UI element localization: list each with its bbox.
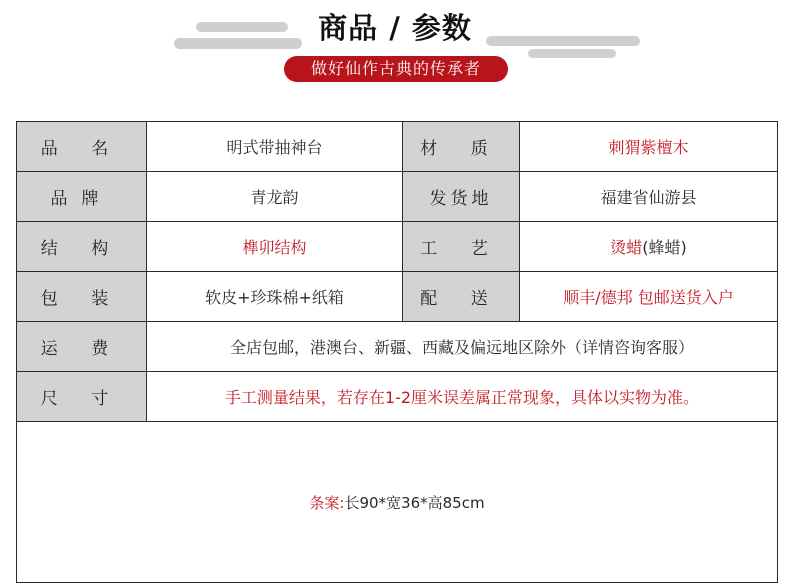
origin-label: 发货地 bbox=[402, 172, 519, 221]
dimensions-value: 长90*宽36*高85cm bbox=[344, 493, 485, 512]
table-row-structure bbox=[17, 222, 777, 272]
freight-label: 运 费 bbox=[17, 322, 146, 371]
material-value: 刺猬紫檀木 bbox=[519, 122, 777, 171]
name-value: 明式带抽神台 bbox=[146, 122, 402, 171]
table-row-name bbox=[17, 122, 777, 172]
material-label: 材 质 bbox=[402, 122, 519, 171]
table-row-brand bbox=[17, 172, 777, 222]
package-value: 软皮+珍珠棉+纸箱 bbox=[146, 272, 402, 321]
craft-label: 工 艺 bbox=[402, 222, 519, 271]
delivery-label: 配 送 bbox=[402, 272, 519, 321]
header bbox=[0, 0, 790, 110]
brand-value: 青龙韵 bbox=[146, 172, 402, 221]
size-label: 尺 寸 bbox=[17, 372, 146, 421]
structure-label: 结 构 bbox=[17, 222, 146, 271]
structure-value: 榫卯结构 bbox=[146, 222, 402, 271]
subtitle-ribbon: 做好仙作古典的传承者 bbox=[284, 56, 508, 82]
craft-value bbox=[519, 222, 777, 271]
spec-table bbox=[16, 121, 778, 583]
brand-label: 品牌 bbox=[17, 172, 146, 221]
size-value: 手工测量结果，若存在1-2厘米误差属正常现象，具体以实物为准。 bbox=[146, 372, 777, 421]
origin-value: 福建省仙游县 bbox=[519, 172, 777, 221]
dimensions-label: 条案: bbox=[309, 493, 345, 512]
craft-value-main: 烫蜡 bbox=[610, 238, 643, 257]
name-label: 品 名 bbox=[17, 122, 146, 171]
decorative-stroke-right-bottom bbox=[528, 49, 616, 58]
package-label: 包 装 bbox=[17, 272, 146, 321]
table-row-freight bbox=[17, 322, 777, 372]
table-row-size bbox=[17, 372, 777, 422]
dimensions-panel bbox=[17, 422, 777, 582]
table-row-package bbox=[17, 272, 777, 322]
delivery-value: 顺丰/德邦 包邮送货入户 bbox=[519, 272, 777, 321]
craft-value-note: (蜂蜡) bbox=[642, 238, 687, 257]
page-title: 商品 / 参数 bbox=[318, 11, 472, 45]
freight-value: 全店包邮，港澳台、新疆、西藏及偏远地区除外（详情咨询客服） bbox=[146, 322, 777, 371]
